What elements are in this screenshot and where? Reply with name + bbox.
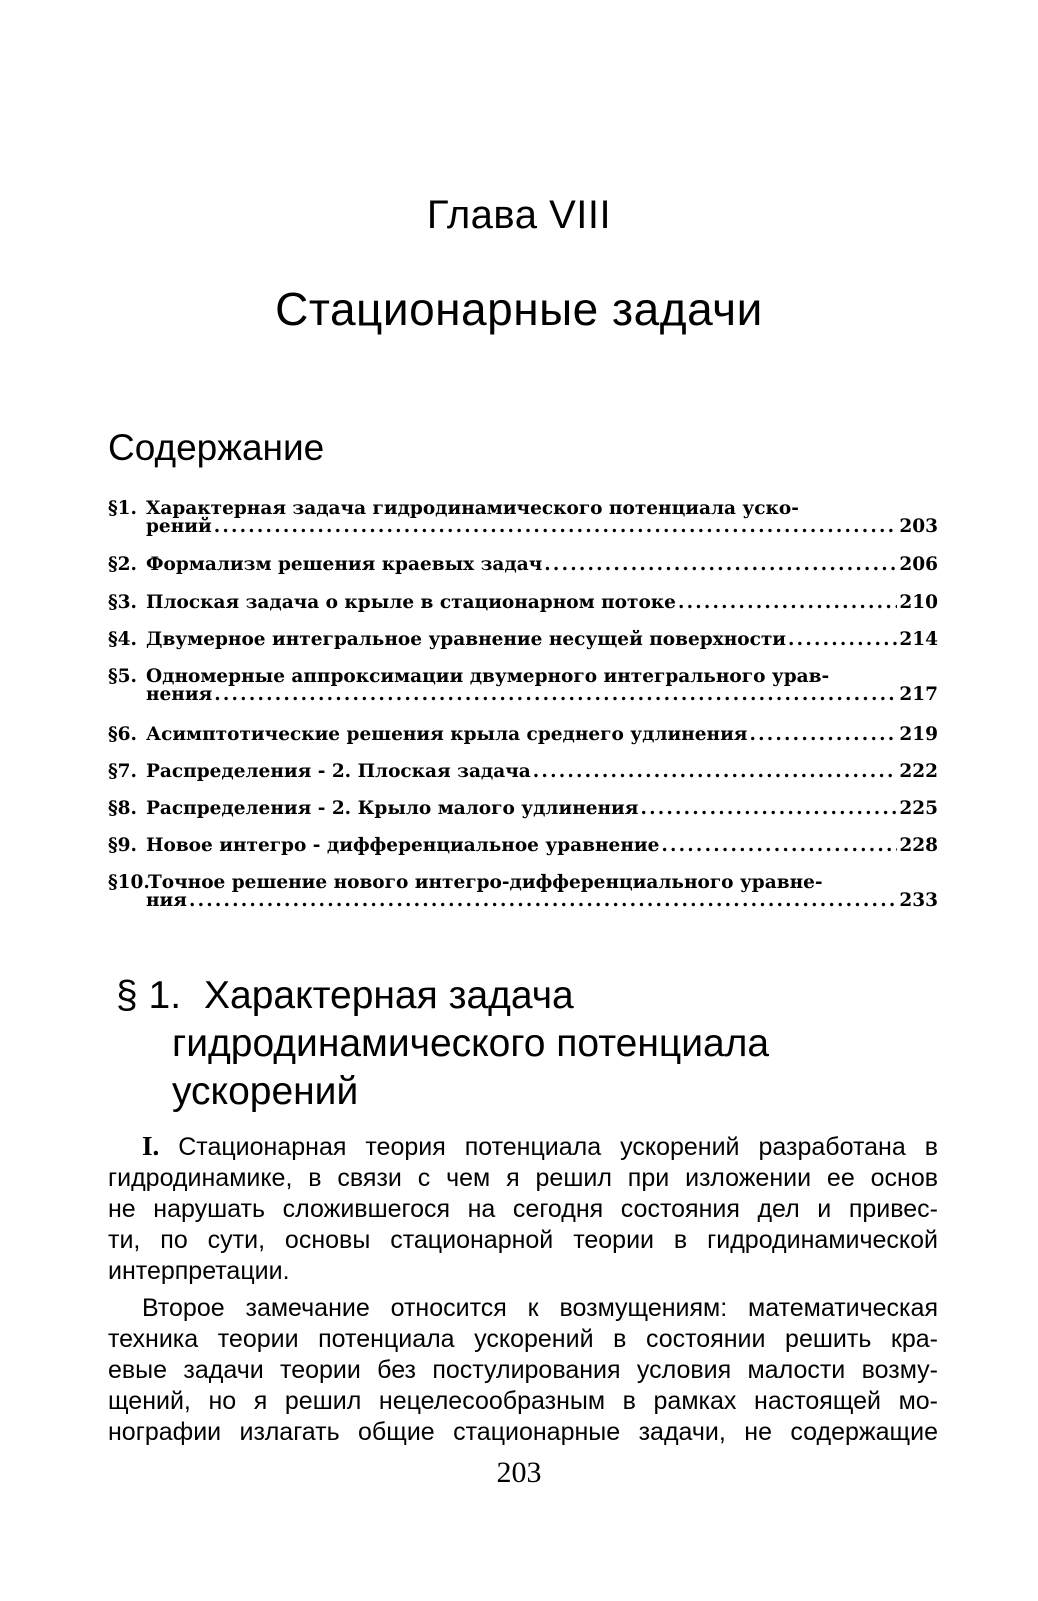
toc-item-1[interactable] <box>108 498 938 538</box>
toc-item-10[interactable] <box>108 872 938 912</box>
chapter-title: Стационарные задачи <box>275 283 763 335</box>
toc-item-title: Новое интегро - дифференциальное уравнение <box>146 835 660 856</box>
text-line: не нарушать сложившегося на сегодня состояния дел и привес- <box>108 1195 938 1223</box>
paragraph-marker: I. <box>142 1131 160 1161</box>
toc-item-number: §7. <box>108 761 137 782</box>
toc-item-page: 225 <box>899 798 938 819</box>
toc-item-title: Плоская задача о крыле в стационарном потоке <box>146 592 676 613</box>
toc-item-title: Асимптотические решения крыла среднего удлинения <box>146 724 748 745</box>
toc-item-number: §3. <box>108 592 137 613</box>
text-line: Второе замечание относится к возмущениям: математическая <box>142 1294 938 1322</box>
toc-leader-dots <box>640 798 897 819</box>
toc-item-title: Распределения - 2. Плоская задача <box>146 761 531 782</box>
toc-item-page: 219 <box>899 724 938 745</box>
toc-leader-dots <box>544 554 897 575</box>
toc-leader-dots <box>678 592 897 613</box>
toc-item-title: Точное решение нового интегро-дифференциального уравне- <box>148 872 823 893</box>
section-title <box>172 972 932 1116</box>
toc-item-number: §8. <box>108 798 137 819</box>
section-number: § 1. <box>116 974 182 1017</box>
toc-item-4[interactable] <box>108 629 938 651</box>
text-line: гидродинамике, в связи с чем я решил при изложении ее основ <box>108 1164 938 1192</box>
toc-item-page: 210 <box>899 592 938 613</box>
section-title-line: Характерная задача <box>204 974 574 1017</box>
toc-item-7[interactable] <box>108 761 938 783</box>
toc-item-page: 203 <box>899 516 938 537</box>
toc-item-title-continued: рений <box>146 516 212 537</box>
text-line: ти, по сути, основы стационарной теории в гидродинамической <box>108 1226 938 1254</box>
toc-item-6[interactable] <box>108 724 938 746</box>
toc-item-page: 233 <box>899 890 938 911</box>
toc-item-page: 214 <box>899 629 938 650</box>
toc-item-number: §1. <box>108 498 137 519</box>
toc-leader-dots <box>214 516 898 537</box>
section-title-line: гидродинамического потенциала <box>172 1022 770 1065</box>
toc-leader-dots <box>749 724 897 745</box>
text-line: I. Стационарная теория потенциала ускорений разработана в <box>142 1131 938 1161</box>
text-line: щений, но я решил нецелесообразным в рамках настоящей мо- <box>108 1387 938 1415</box>
toc-item-page: 222 <box>899 761 938 782</box>
toc-item-title-continued: нения <box>146 684 213 705</box>
toc-item-number: §6. <box>108 724 137 745</box>
section-title-line: ускорений <box>172 1070 359 1113</box>
toc-item-title: Распределения - 2. Крыло малого удлинения <box>146 798 639 819</box>
toc-item-2[interactable] <box>108 554 938 576</box>
text-line: техника теории потенциала ускорений в состоянии решить кра- <box>108 1325 938 1353</box>
toc-item-page: 228 <box>899 835 938 856</box>
text-line: евые задачи теории без постулирования условия малости возму- <box>108 1356 938 1384</box>
toc-item-title: Характерная задача гидродинамического потенциала уско- <box>146 498 799 519</box>
paragraph-1 <box>108 1131 938 1287</box>
toc-leader-dots <box>189 890 897 911</box>
toc-heading: Содержание <box>108 427 325 468</box>
toc-item-number: §5. <box>108 666 137 687</box>
toc-item-8[interactable] <box>108 798 938 820</box>
paragraph-2 <box>108 1293 938 1448</box>
toc-item-title-continued: ния <box>146 890 187 911</box>
toc-leader-dots <box>661 835 897 856</box>
toc-item-5[interactable] <box>108 666 938 706</box>
text-line: нографии излагать общие стационарные задачи, не содержащие <box>108 1418 938 1446</box>
body-text <box>108 1131 938 1448</box>
toc-item-title: Двумерное интегральное уравнение несущей поверхности <box>146 629 787 650</box>
toc-leader-dots <box>788 629 897 650</box>
toc-item-title: Одномерные аппроксимации двумерного интегрального урав- <box>146 666 830 687</box>
toc-item-page: 206 <box>899 554 938 575</box>
toc-item-number: §2. <box>108 554 137 575</box>
toc-item-number: §4. <box>108 629 137 650</box>
text-line: интерпретации. <box>108 1257 290 1285</box>
toc-item-number: §9. <box>108 835 137 856</box>
chapter-label: Глава VIII <box>426 193 612 237</box>
toc-item-number: §10. <box>108 872 150 893</box>
toc-item-page: 217 <box>899 684 938 705</box>
page-number: 203 <box>496 1456 542 1489</box>
toc-leader-dots <box>214 684 897 705</box>
toc-leader-dots <box>533 761 898 782</box>
toc-item-title: Формализм решения краевых задач <box>146 554 543 575</box>
toc-item-3[interactable] <box>108 592 938 614</box>
toc-item-9[interactable] <box>108 835 938 857</box>
